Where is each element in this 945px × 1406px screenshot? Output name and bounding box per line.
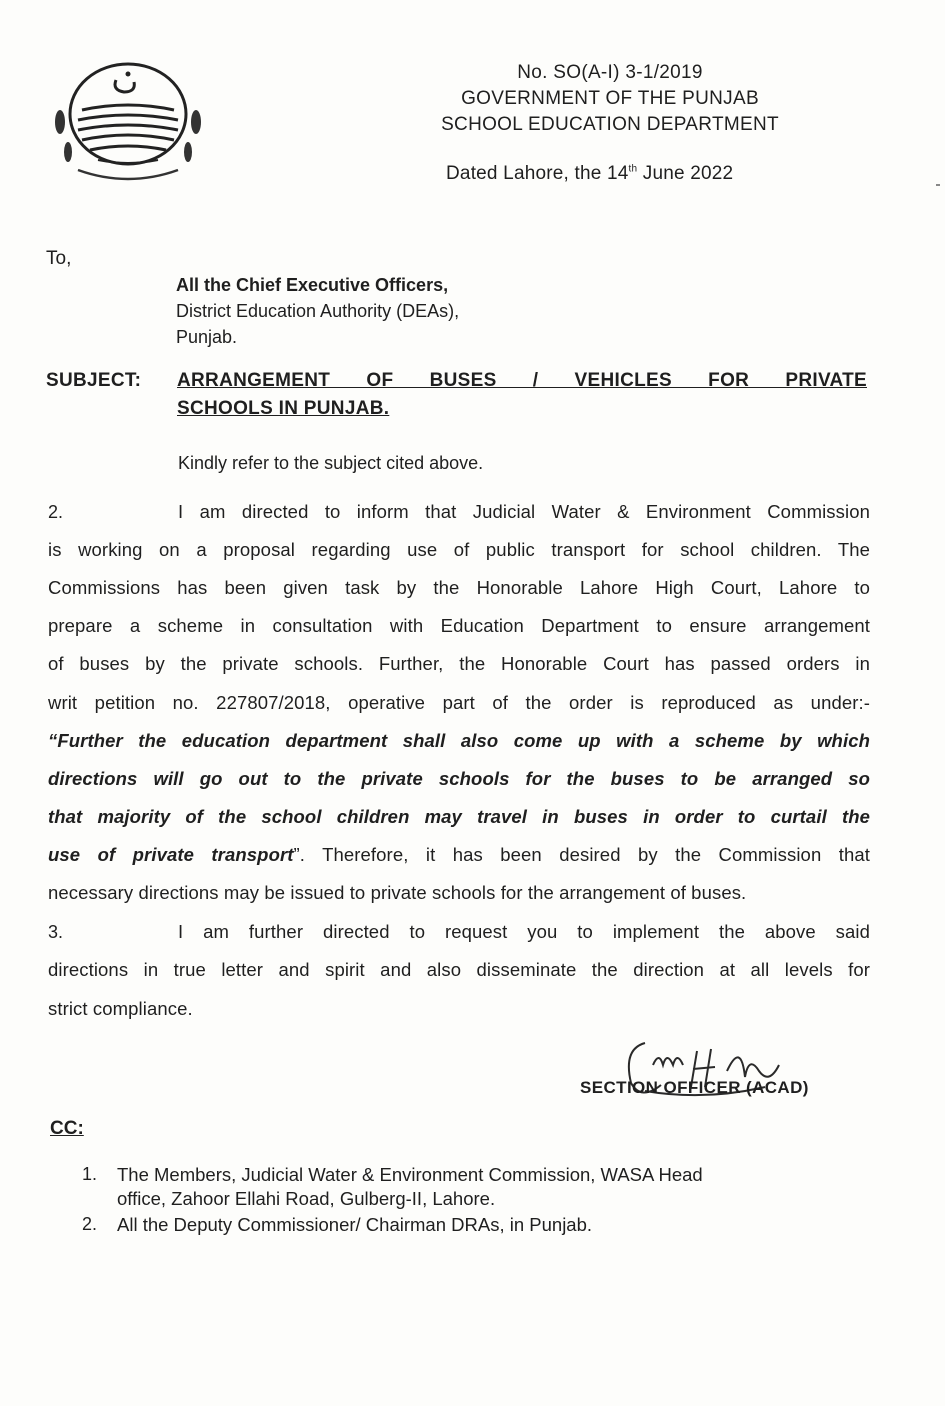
paragraph-2-line: Commissions has been given task by the Honorable Lahore High Court, Lahore to — [48, 577, 870, 598]
scan-speck — [936, 184, 940, 186]
letter-date: Dated Lahore, the 14th June 2022 — [446, 163, 734, 184]
cc-item-number: 1. — [82, 1164, 98, 1184]
paragraph-3-line: strict compliance. — [48, 998, 193, 1019]
subject-line-2: SCHOOLS IN PUNJAB. — [177, 398, 390, 419]
cc-item-text: All the Deputy Commissioner/ Chairman DRAs, in Punjab. — [117, 1214, 593, 1235]
quote-tail: ”. Therefore, it has been desired by the Commission that — [293, 844, 870, 865]
department-name: SCHOOL EDUCATION DEPARTMENT — [441, 114, 779, 135]
addressee-line-3: Punjab. — [176, 327, 238, 347]
paragraph-2-line: prepare a scheme in consultation with Education Department to ensure arrangement — [48, 615, 870, 636]
cc-item-number: 2. — [82, 1214, 98, 1234]
signatory-title: SECTION OFFICER (ACAD) — [580, 1078, 809, 1097]
reference-number: No. SO(A-I) 3-1/2019 — [517, 62, 703, 83]
court-order-quote-line: directions will go out to the private schools for the buses to be arranged so — [48, 768, 870, 789]
cc-item-text: The Members, Judicial Water & Environment Commission, WASA Head — [117, 1164, 703, 1185]
punjab-government-emblem — [38, 52, 218, 192]
paragraph-3-line: I am further directed to request you to implement the above said — [178, 921, 870, 942]
government-name: GOVERNMENT OF THE PUNJAB — [461, 88, 759, 109]
court-order-quote-line: that majority of the school children may travel in buses in order to curtail the — [48, 806, 870, 827]
paragraph-3-line: directions in true letter and spirit and also disseminate the direction at all levels for — [48, 959, 870, 980]
paragraph-2-line: I am directed to inform that Judicial Water & Environment Commission — [178, 501, 870, 522]
subject-label: SUBJECT: — [46, 370, 142, 391]
addressee-line-2: District Education Authority (DEAs), — [176, 301, 460, 321]
paragraph-2-line: is working on a proposal regarding use of public transport for school children. The — [48, 539, 870, 560]
paragraph-2-line: of buses by the private schools. Further, the Honorable Court has passed orders in — [48, 653, 870, 674]
to-label: To, — [46, 248, 72, 269]
paragraph-2-line: necessary directions may be issued to private schools for the arrangement of buses. — [48, 882, 747, 903]
court-order-quote-line: use of private transport — [48, 844, 294, 865]
court-order-quote-line: “Further the education department shall also come up with a scheme by which — [48, 730, 870, 751]
subject-line-1: ARRANGEMENT OF BUSES / VEHICLES FOR PRIVATE — [177, 370, 867, 391]
cc-label: CC: — [50, 1118, 84, 1139]
addressee-line-1: All the Chief Executive Officers, — [176, 275, 449, 295]
court-order-quote-end-line — [48, 844, 870, 866]
paragraph-2-line: writ petition no. 227807/2018, operative part of the order is reproduced as under:- — [48, 692, 870, 713]
cc-item-text: office, Zahoor Ellahi Road, Gulberg-II, Lahore. — [117, 1188, 496, 1209]
reference-sentence: Kindly refer to the subject cited above. — [178, 453, 484, 473]
paragraph-number-2: 2. — [48, 502, 64, 522]
paragraph-number-3: 3. — [48, 922, 64, 942]
